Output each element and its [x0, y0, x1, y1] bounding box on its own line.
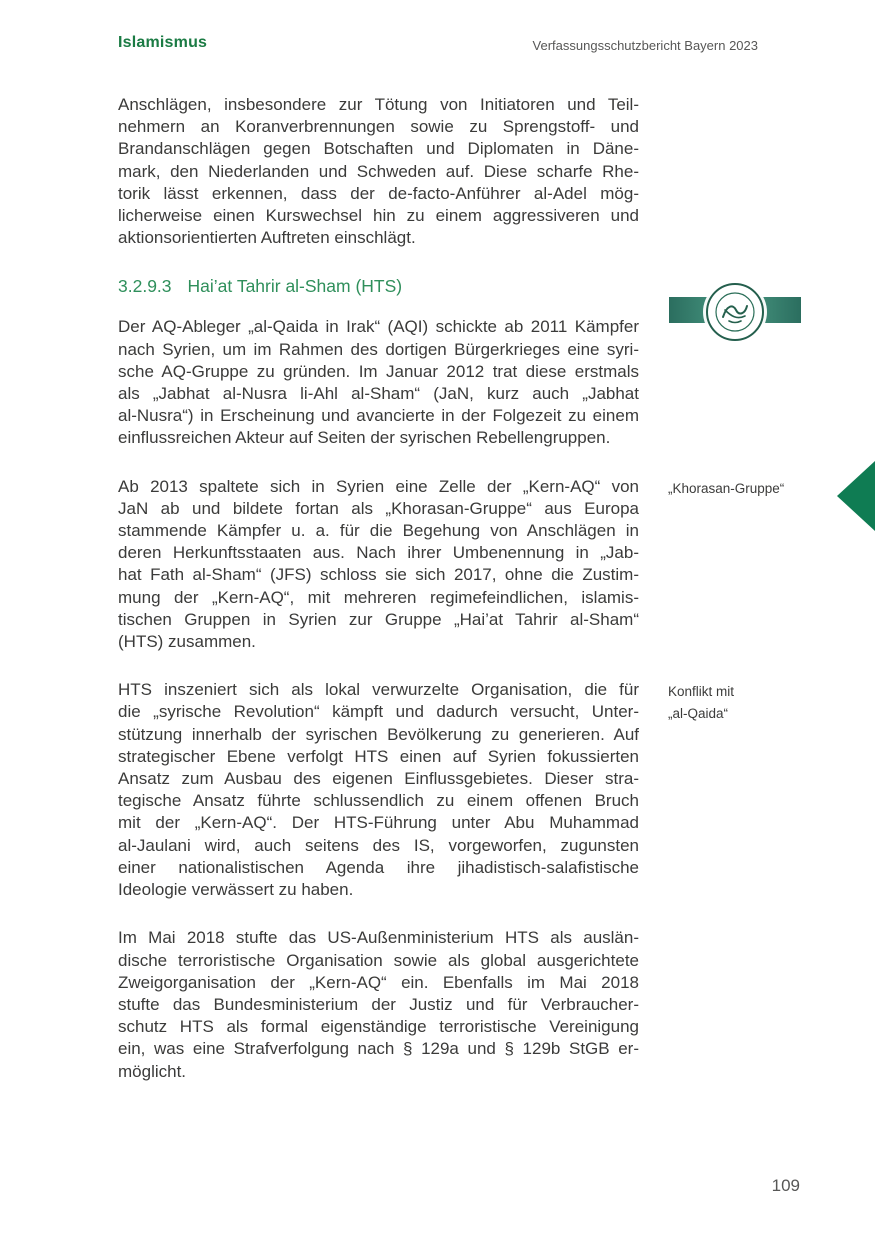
text-line: JaN ab und bildete fortan als „Khorasan-Gruppe“ aus Europa [118, 498, 639, 518]
text-line: Ab 2013 spaltete sich in Syrien eine Zelle der „Kern-AQ“ von [118, 476, 639, 496]
text-line: tegische Ansatz führte schlussendlich zu einem offenen Bruch [118, 791, 639, 811]
section-heading [118, 275, 639, 297]
text-line: al-Nusra“) in Erscheinung und avancierte in der Folgezeit zu einem [118, 406, 639, 426]
text-line: Der AQ-Ableger „al-Qaida in Irak“ (AQI) schickte ab 2011 Kämpfer [118, 317, 639, 337]
text-line: die „syrische Revolution“ kämpft und dadurch versucht, Unter- [118, 702, 639, 722]
text-line: schutz HTS als formal eigenständige terroristische Vereinigung [118, 1017, 639, 1037]
page-number: 109 [771, 1176, 800, 1195]
margin-note-text: „Khorasan-Gruppe“ [668, 480, 785, 496]
text-line: hat Fath al-Sham“ (JFS) schloss sie sich 2017, ohne die Zustim- [118, 565, 639, 585]
text-line: „al-Qaida“ [668, 706, 729, 722]
margin-note-khorasan [668, 478, 848, 500]
text-line: licherweise einen Kurswechsel hin zu einem aggressiveren und [118, 206, 639, 226]
margin-note-conflict [668, 681, 848, 725]
text-line: als „Jabhat al-Nusra li-Ahl al-Sham“ (JaN, kurz auch „Jabhat [118, 384, 639, 404]
text-line: Konflikt mit [668, 684, 735, 700]
text-line: strategischer Ebene verfolgt HTS einen auf Syrien fokussierten [118, 746, 639, 766]
paragraph [118, 679, 735, 901]
text-line: Anschlägen, insbesondere zur Tötung von Initiatoren und Teil- [118, 95, 639, 114]
emblem-seal [706, 283, 764, 341]
text-line: Zweigorganisation der „Kern-AQ“ ein. Ebenfalls im Mai 2018 [118, 972, 639, 992]
paragraph [118, 316, 639, 449]
text-line: mark, den Niederlanden und Schweden auf. Diese scharfe Rhe- [118, 161, 639, 181]
hts-emblem [669, 283, 801, 340]
text-line: möglicht. [118, 1061, 187, 1081]
chapter-edge-marker-icon [837, 461, 875, 531]
text-line: mit der „Kern-AQ“. Der HTS-Führung unter Abu Muhammad [118, 813, 639, 833]
text-line: ein, was eine Strafverfolgung nach § 129a und § 129b StGB er- [118, 1039, 639, 1059]
report-title: Verfassungsschutzbericht Bayern 2023 [532, 38, 758, 53]
text-line: sche AQ-Gruppe zu gründen. Im Januar 2012 trat diese erstmals [118, 361, 639, 381]
text-line: Im Mai 2018 stufte das US-Außenministerium HTS als auslän- [118, 928, 639, 948]
text-line: stützung innerhalb der syrischen Bevölkerung zu generieren. Auf [118, 724, 639, 744]
paragraph [118, 476, 785, 654]
chapter-title: Islamismus [118, 34, 208, 51]
section-title: Hai’at Tahrir al-Sham (HTS) [187, 276, 403, 297]
text-line: tischen Gruppen in Syrien zur Gruppe „Hai’at Tahrir al-Sham“ [118, 609, 639, 629]
text-line: al-Jaulani wird, auch seitens des IS, vorgeworfen, zugunsten [118, 835, 639, 855]
text-line: stammende Kämpfer u. a. für die Begehung von Anschlägen in [118, 521, 639, 541]
paragraph-text [118, 476, 639, 654]
paragraph [118, 94, 639, 249]
text-line: torik lässt erkennen, dass der de-facto-Anführer al-Adel mög- [118, 183, 639, 203]
section-number: 3.2.9.3 [118, 276, 172, 297]
text-line: aktionsorientierten Auftreten einschlägt. [118, 228, 416, 248]
text-line: Brandanschlägen gegen Botschaften und Diplomaten in Däne- [118, 139, 639, 159]
text-line: einflussreichen Akteur auf Seiten der syrischen Rebellengruppen. [118, 428, 611, 448]
paragraph-text [118, 679, 639, 901]
text-line: HTS inszeniert sich als lokal verwurzelte Organisation, die für [118, 680, 639, 700]
text-line: Ideologie verwässert zu haben. [118, 880, 354, 900]
text-line: dische terroristische Organisation sowie als global ausgerichtete [118, 950, 639, 970]
text-line: mung der „Kern-AQ“, mit mehreren regimefeindlichen, islamis- [118, 587, 639, 607]
text-line: einer nationalistischen Agenda ihre jihadistisch-salafistische [118, 857, 639, 877]
main-text-column [118, 94, 785, 1109]
text-line: deren Herkunftsstaaten aus. Nach ihrer Umbenennung in „Jab- [118, 543, 639, 563]
text-line: nach Syrien, um im Rahmen des dortigen Bürgerkrieges eine syri- [118, 339, 639, 359]
text-line: nehmern an Koranverbrennungen sowie zu Sprengstoff- und [118, 117, 639, 137]
text-line: stufte das Bundesministerium der Justiz und für Verbraucher- [118, 994, 639, 1014]
calligraphy-seal-icon [713, 290, 757, 334]
paragraph [118, 927, 639, 1082]
text-line: Ansatz zum Ausbau des eigenen Einflussgebietes. Dieser stra- [118, 769, 639, 789]
text-line: (HTS) zusammen. [118, 632, 256, 652]
